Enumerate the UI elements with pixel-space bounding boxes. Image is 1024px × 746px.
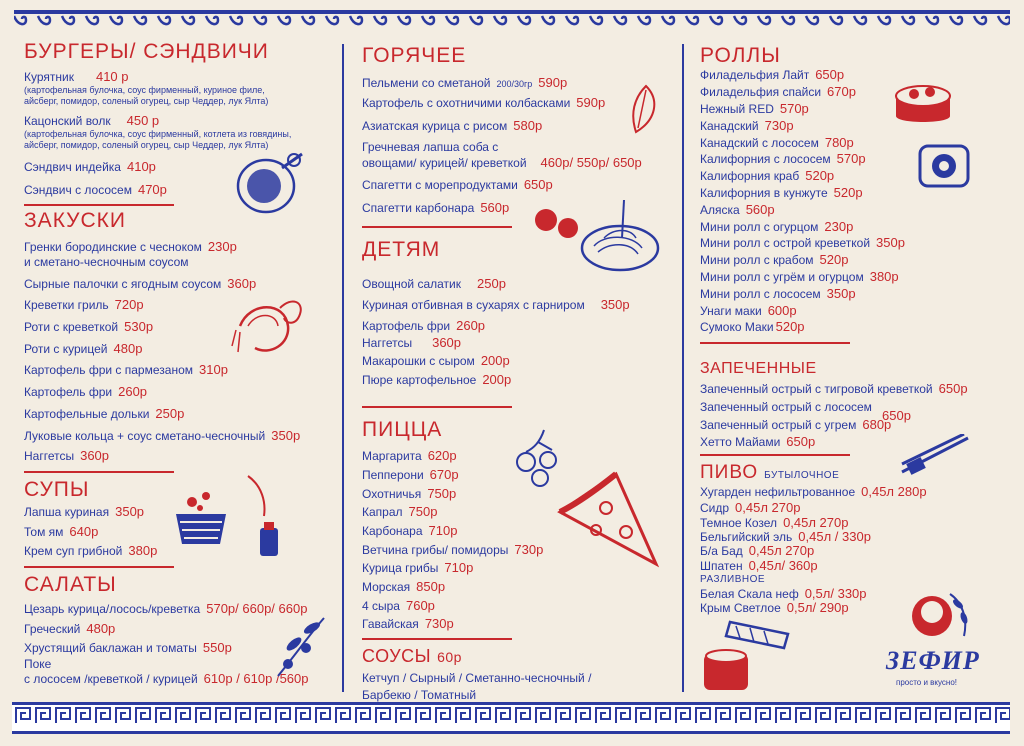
beer-heading: ПИВО БУТЫЛОЧНОЕ [700,462,840,483]
beer-item: Б/а Бад 0,45л 270р [700,543,815,558]
olive-branch-icon [272,614,330,680]
beer-section [700,462,839,484]
snack-item: Картофель фри с пармезаном 310р [24,362,228,377]
spaghetti-icon [532,198,662,278]
pizza-title: ПИЦЦА [362,418,443,441]
kids-item: Картофель фри 260р [362,318,486,333]
roll-item: Мини ролл с острой креветкой 350р [700,235,905,250]
pizza-item: Капрал 750р [362,504,438,519]
shrimp-icon [230,296,308,366]
meander-pattern [12,705,1010,725]
burger-item: Сэндвич индейка 410р [24,159,156,174]
pizza-item: Курица грибы 710р [362,560,474,575]
draft-beer-title: РАЗЛИВНОЕ [700,574,766,585]
roll-item: Нежный RED 570р [700,101,809,116]
salad-item-line2: с лососем /креветкой / курицей 610р / 610р /560р [24,671,309,686]
salad-item: Хрустящий баклажан и томаты 550р [24,640,232,655]
snacks-title: ЗАКУСКИ [24,209,126,232]
baked-item: Запеченный острый с лососем [700,400,872,414]
chopsticks-icon [898,434,970,478]
section-rule [24,204,174,206]
roll-item: Филадельфия Лайт 650р [700,67,845,82]
beer-item: Темное Козел 0,45л 270р [700,515,849,530]
baked-title: ЗАПЕЧЕННЫЕ [700,360,817,377]
pizza-item: Охотничья 750р [362,486,457,501]
snack-item: Креветки гриль 720р [24,297,144,312]
beer-item: Белая Скала неф 0,5л/ 330р [700,586,867,601]
kids-section [362,238,630,387]
snacks-section [24,209,334,270]
soup-bowl-icon [170,472,290,564]
pizza-slice-icon [556,466,660,570]
roll-item: Калифорния с лососем 570р [700,151,866,166]
section-rule [700,342,850,344]
hot-item: Гречневая лапша соба с [362,140,499,154]
roll-item: Мини ролл с лососем 350р [700,286,856,301]
beer-item: Хугарден нефильтрованное 0,45л 280р [700,484,927,499]
section-rule [362,638,512,640]
snack-item: Луковые кольца + соус сметано-чесночный 350р [24,428,301,443]
hot-item: Пельмени со сметаной 200/30гр 590р [362,75,568,90]
baked-section [700,360,968,449]
sauces-line: Барбекю / Томатный [362,688,477,702]
snack-item: Роти с курицей 480р [24,341,143,356]
column-divider-left [342,44,344,692]
roll-item: Калифорния в кунжуте 520р [700,185,863,200]
section-rule [362,226,512,228]
rolls-section [700,44,781,68]
pizza-item: Карбонара 710р [362,523,458,538]
burgers-title: БУРГЕРЫ/ СЭНДВИЧИ [24,40,269,63]
section-rule [24,566,174,568]
column-divider-right [682,44,684,692]
snack-item: Роти с креветкой 530р [24,319,154,334]
section-rule [24,471,174,473]
baked-item: Запеченный острый с тигровой креветкой 650р [700,381,968,396]
salad-item: Поке [24,657,52,671]
salads-title: САЛАТЫ [24,573,117,596]
tomato-branch-icon [514,428,562,488]
salad-item: Цезарь курица/лосось/креветка 570р/ 660р/ 660р [24,601,308,616]
beer-item: Бельгийский эль 0,45л / 330р [700,529,871,544]
bottom-meander-border [12,702,1010,734]
kids-title: ДЕТЯМ [362,238,441,261]
brand-slogan: просто и вкусно! [896,678,958,687]
sushi-roll-icon [890,72,956,130]
hot-title: ГОРЯЧЕЕ [362,44,467,67]
snack-item: Сырные палочки с ягодным соусом 360р [24,276,257,291]
soups-title: СУПЫ [24,478,90,501]
salad-item: Греческий 480р [24,621,116,636]
top-wave-border [14,10,1010,28]
roll-item: Унаги маки 600р [700,303,797,318]
kids-item: Макарошки с сыром 200р [362,353,510,368]
mascot-icon [906,584,976,650]
roll-item: Мини ролл с крабом 520р [700,252,849,267]
pizza-item: Ветчина грибы/ помидоры 730р [362,542,544,557]
leaf-icon [628,84,664,136]
pizza-section [362,418,442,442]
burger-item: Кацонский волк 450 р (картофельная булочка, соус фирменный, котлета из говядины, айсберг, помидор, соленый огурец, сыр Чеддер, лук Ялта) [24,113,292,150]
rolls-title: РОЛЛЫ [700,44,781,67]
pizza-item: Маргарита 620р [362,448,457,463]
section-rule [700,454,850,456]
pizza-item: 4 сыра 760р [362,598,435,613]
roll-item: Филадельфия спайси 670р [700,84,856,99]
soups-section [24,478,158,558]
snack-item: Наггетсы 360р [24,448,110,463]
burger-item: Курятник 410 р (картофельная булочка, соус фирменный, куриное филе, айсберг, помидор, соленый огурец, сыр Чеддер, лук Ялта) [24,69,269,106]
soup-item: Том ям 640р [24,524,99,539]
maki-roll-icon [914,138,974,194]
roll-item: Мини ролл с огурцом 230р [700,219,854,234]
section-rule [362,406,512,408]
snack-item: Картофельные дольки 250р [24,406,185,421]
snack-item: Гренки бородинские с чесноком 230р [24,239,237,254]
sauces-heading: СОУСЫ 60р [362,646,462,666]
beer-item: Сидр 0,45л 270р [700,500,801,515]
beer-item: Шпатен 0,45л/ 360р [700,558,818,573]
soup-item: Крем суп грибной 380р [24,543,158,558]
snack-item: Картофель фри 260р [24,384,148,399]
sauces-line: Кетчуп / Сырный / Сметанно-чесночный / [362,671,592,685]
roll-item: Сумоко Маки 520р [700,319,805,334]
pizza-item: Морская 850р [362,579,446,594]
hot-section [362,44,642,215]
kids-item: Овощной салатик 250р [362,276,506,291]
baked-item: Запеченный острый с угрем 680р [700,417,892,432]
roll-item: Канадский 730р [700,118,794,133]
burger-item: Сэндвич с лососем 470р [24,182,167,197]
hot-item: Азиатская курица с рисом 580р [362,118,543,133]
roll-item: Канадский с лососем 780р [700,135,854,150]
baked-item-price: 650р [882,408,911,423]
hot-item: Картофель с охотничими колбасками 590р [362,95,606,110]
roll-item: Мини ролл с угрём и огурцом 380р [700,269,899,284]
soup-item: Лапша куриная 350р [24,504,145,519]
bowl-icon [232,148,312,218]
brand-logo: ЗЕФИР [886,646,980,675]
sauces-section [362,646,591,703]
roll-item: Аляска 560р [700,202,775,217]
pizza-item: Гавайская 730р [362,616,454,631]
kids-item: Пюре картофельное 200р [362,372,512,387]
kids-item: Наггетсы 360р [362,335,462,350]
kids-item: Куриная отбивная в сухарях с гарниром 350р [362,297,630,312]
hot-item-line2: овощами/ курицей/ креветкой 460р/ 550р/ 650р [362,155,642,170]
nigiri-icon [700,614,796,694]
salads-section [24,573,309,686]
hot-item: Спагетти с морепродуктами 650р [362,177,553,192]
pizza-item: Пепперони 670р [362,467,459,482]
snack-item-line2: и сметано-чесночным соусом [24,255,189,269]
baked-item: Хетто Майами 650р [700,434,816,449]
roll-item: Калифорния краб 520р [700,168,835,183]
hot-item: Спагетти карбонара 560р [362,200,510,215]
beer-item: Крым Светлое 0,5л/ 290р [700,600,849,615]
